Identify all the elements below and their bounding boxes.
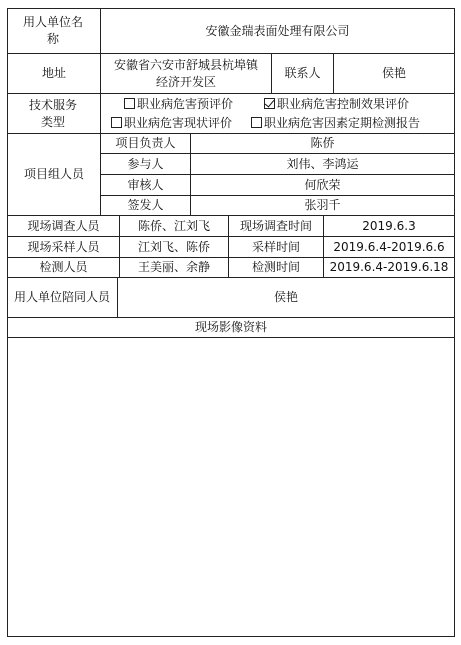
- team-name: 陈侨: [310, 136, 335, 150]
- employer-label: 用人单位名称: [22, 15, 83, 46]
- service-option-pre-evaluation[interactable]: [124, 96, 233, 112]
- activity-time: 2019.6.3: [362, 218, 416, 233]
- activity-time-label: 现场调查时间: [239, 218, 312, 233]
- contact-label: 联系人: [284, 66, 321, 80]
- activity-people: 江刘飞、陈侨: [137, 239, 210, 254]
- team-role: 审核人: [127, 177, 164, 192]
- team-role: 参与人: [127, 156, 164, 171]
- checkbox-icon[interactable]: [111, 117, 122, 128]
- team-name: 张羽千: [304, 198, 341, 212]
- service-option-label: 职业病危害预评价: [137, 97, 234, 111]
- escort-value: 侯艳: [273, 290, 298, 304]
- contact-value: 侯艳: [381, 66, 406, 80]
- activity-time-label: 采样时间: [251, 239, 300, 254]
- checked-checkbox-icon[interactable]: [264, 98, 275, 109]
- service-option-control-effect-evaluation[interactable]: [264, 96, 409, 112]
- activity-role: 现场采样人员: [27, 239, 100, 254]
- team-name: 刘伟、李鸿运: [286, 156, 359, 171]
- activity-role: 现场调查人员: [27, 218, 100, 233]
- activity-role: 检测人员: [39, 260, 88, 274]
- photos-area: [8, 338, 454, 636]
- activity-time-label: 检测时间: [251, 260, 300, 274]
- service-option-periodic-detection[interactable]: [251, 115, 420, 131]
- checkbox-icon[interactable]: [124, 98, 135, 109]
- service-option-status-evaluation[interactable]: [111, 115, 232, 131]
- employer-value: 安徽金瑞表面处理有限公司: [205, 23, 350, 38]
- service-type-label: 技术服务类型: [28, 97, 77, 129]
- service-option-label: 职业病危害现状评价: [124, 116, 233, 130]
- team-label: 项目组人员: [23, 167, 84, 181]
- team-role: 项目负责人: [115, 136, 176, 150]
- address-label: 地址: [41, 66, 66, 80]
- activity-people: 王美丽、余静: [137, 260, 210, 274]
- team-role: 签发人: [127, 198, 164, 212]
- table-border: [454, 8, 455, 636]
- activity-time: 2019.6.4-2019.6.18: [329, 260, 449, 274]
- escort-label: 用人单位陪同人员: [14, 290, 111, 304]
- activity-people: 陈侨、江刘飞: [137, 218, 210, 233]
- team-name: 何欣荣: [304, 177, 341, 192]
- service-option-label: 职业病危害因素定期检测报告: [264, 116, 421, 130]
- activity-time: 2019.6.4-2019.6.6: [333, 239, 445, 254]
- checkbox-icon[interactable]: [251, 117, 262, 128]
- address-value: 安徽省六安市舒城县杭埠镇经济开发区: [113, 57, 258, 89]
- photos-heading: 现场影像资料: [194, 320, 267, 334]
- service-option-label: 职业病危害控制效果评价: [277, 97, 410, 111]
- table-border: [7, 636, 455, 637]
